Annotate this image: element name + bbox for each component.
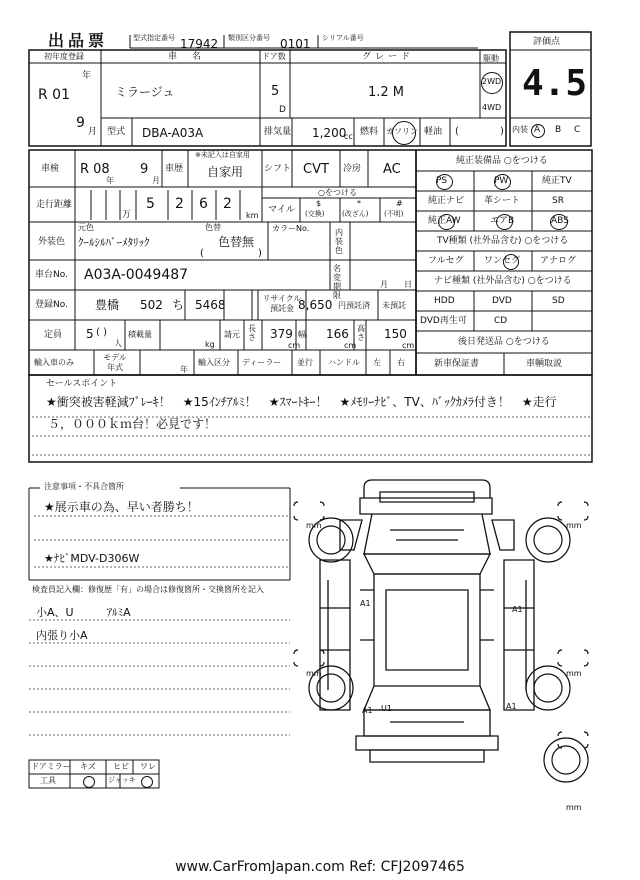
displacement-unit: cc: [344, 132, 353, 141]
registration-class-no: 502: [140, 298, 163, 312]
model-value: DBA-A03A: [142, 126, 204, 140]
notes-label: 注意事項・不具合箇所: [44, 482, 124, 491]
sales-point-label: セールスポイント: [46, 379, 118, 389]
interior-grade-label: 内装: [512, 125, 528, 134]
tire-fr-unit: mm: [566, 521, 582, 530]
car-damage-diagram: [290, 470, 600, 810]
equip-ps-circle: [436, 174, 453, 190]
name-change-label: 名変期限: [333, 264, 341, 300]
equip-ps: PS: [436, 176, 448, 186]
ac-value: AC: [383, 162, 401, 177]
doors-value: 5: [271, 84, 280, 99]
length-unit: cm: [288, 341, 301, 350]
grade-value: 1.2 M: [368, 85, 405, 100]
shaken-month-unit: 月: [152, 176, 160, 185]
name-change-day-unit: 日: [404, 280, 412, 289]
class-no-value: 0101: [280, 37, 311, 51]
serial-label: シリアル番号: [322, 34, 364, 42]
form-title: 出品票: [48, 31, 109, 50]
registration-kana: ち: [172, 298, 185, 312]
type-no-label: 型式指定番号: [133, 34, 175, 42]
first-reg-label: 初年度登録: [44, 52, 84, 61]
later-shipment-label: 後日発送品 ○をつける: [458, 337, 550, 347]
grade-score-value: 4.5: [522, 63, 588, 104]
legend-crack: ヒビ: [113, 762, 129, 771]
sales-point-line-2: ５，０００ｋｍ台！必見です！: [48, 417, 217, 431]
interior-option-b: B: [555, 125, 562, 135]
height-value: 150: [384, 327, 407, 341]
mileage-digit-5: 6: [199, 196, 208, 212]
later-warranty: 新車保証書: [434, 359, 480, 369]
handle-left: 左: [373, 358, 381, 367]
color-change-value: 色替無: [218, 235, 255, 249]
inspector-line-2: 内張り小A: [36, 629, 88, 642]
sales-point-line-1: ★衝突被害軽減ﾌﾞﾚｰｷ！ ★15ｲﾝﾁｱﾙﾐ！ ★ｽﾏｰﾄｷｰ！ ★ﾒﾓﾘｰﾅﾋﾞ、TV、ﾊﾞｯｸｶﾒﾗ付き！ ★走行: [46, 395, 557, 409]
damage-mark-4: A1: [506, 702, 517, 711]
exchange-symbol: $: [316, 199, 322, 208]
equip-genuine-tv: 純正TV: [542, 176, 572, 186]
length-value: 379: [270, 327, 293, 341]
footer-ref: www.CarFromJapan.com Ref: CFJ2097465: [175, 859, 465, 875]
later-manual: 車輌取説: [526, 359, 563, 369]
mileage-digit-4: 2: [175, 196, 184, 212]
displacement-label: 排気量: [264, 127, 292, 137]
original-color-value: ｸｰﾙｼﾙﾊﾞｰﾒﾀﾘｯｸ: [78, 236, 150, 249]
model-year-label: モデル年式: [103, 353, 127, 372]
import-type-label: 輸入区分: [198, 358, 230, 367]
history-value: 自家用: [207, 165, 244, 179]
tampered-text: (改ざん): [342, 210, 369, 218]
notes-line-1: ★展示車の為、早い者勝ち！: [44, 500, 199, 514]
registration-number: 5468: [195, 298, 226, 312]
legend-door-mirror: ドアミラー: [31, 762, 71, 771]
shift-label: シフト: [264, 164, 292, 174]
mileage-digit-6: 2: [223, 196, 232, 212]
equip-pw: PW: [494, 176, 509, 186]
interior-option-c: C: [574, 125, 581, 135]
handle-label: ハンドル: [328, 358, 360, 367]
chassis-value: A03A-0049487: [84, 267, 189, 283]
first-reg-year: R 01: [38, 87, 70, 103]
color-change-label: 色替: [205, 223, 221, 232]
tire-fl-unit: mm: [306, 521, 322, 530]
fuel-gasoline: ガソリン: [386, 127, 418, 136]
navi-type-label: ナビ種類 (社外品含む) ○をつける: [434, 276, 572, 286]
width-label: 幅: [298, 330, 306, 339]
legend-jack-mark: [141, 776, 153, 788]
grade-score-label: 評価点: [533, 37, 561, 47]
inspector-label: 検査員記入欄：修復歴「有」の場合は修復箇所・交換箇所を記入: [32, 585, 264, 594]
color-paren-close: ): [258, 248, 262, 259]
legend-scratch: キズ: [80, 762, 96, 771]
handle-right: 右: [397, 358, 405, 367]
tampered-symbol: *: [357, 199, 361, 208]
type-no-value: 17942: [180, 37, 219, 51]
drive-label: 駆動: [483, 54, 499, 63]
registration-place: 豊橋: [95, 298, 120, 312]
shaken-label: 車検: [41, 164, 60, 174]
equip-airbag-circle: [496, 214, 513, 230]
doors-label: ドア数: [262, 52, 286, 61]
width-unit: cm: [344, 341, 357, 350]
navi-dvd: DVD: [492, 296, 512, 306]
equip-genuine-aw: 純正AW: [428, 216, 461, 226]
mileage-circle-hint: ○をつける: [318, 188, 357, 197]
recycle-amount: 8,650: [298, 298, 333, 312]
drive-4wd: 4WD: [482, 103, 502, 112]
mileage-digit-3: 5: [146, 196, 155, 212]
shaken-year: R 08: [80, 162, 110, 177]
name-change-month-unit: 月: [380, 280, 388, 289]
first-reg-month: 9: [76, 115, 85, 131]
equip-pw-circle: [494, 174, 511, 190]
damage-mark-2: A1: [362, 706, 373, 715]
navi-sd: SD: [552, 296, 565, 306]
mileage-man-unit: 万: [122, 210, 132, 220]
first-reg-month-unit: 月: [88, 127, 98, 137]
unknown-symbol: #: [396, 199, 403, 208]
unknown-text: (不明): [384, 210, 404, 218]
tire-rr-unit: mm: [566, 669, 582, 678]
tire-rl-unit: mm: [306, 669, 322, 678]
tv-analog: アナログ: [540, 256, 577, 266]
height-unit: cm: [402, 341, 415, 350]
original-color-label: 元色: [78, 223, 94, 232]
mileage-label: 走行距離: [36, 200, 73, 210]
door-type: D: [279, 105, 286, 115]
color-label: 外装色: [38, 237, 66, 247]
legend-jack: ジャッキ: [108, 776, 136, 784]
genuine-equipment-label: 純正装備品 ○をつける: [456, 156, 548, 166]
capacity-label: 定員: [44, 330, 63, 340]
legend-break: ワレ: [140, 762, 156, 771]
fuel-light-oil: 軽油: [424, 127, 443, 137]
shift-value: CVT: [303, 162, 329, 177]
history-label: 車歴: [165, 164, 184, 174]
tire-spare-unit: mm: [566, 803, 582, 812]
grade-label: グレード: [362, 52, 415, 62]
equip-airbag: エアB: [490, 216, 515, 226]
damage-mark-3: U1: [381, 704, 392, 713]
interior-color-label: 内装色: [335, 228, 343, 255]
height-label: 高さ: [357, 324, 365, 342]
length-label: 長さ: [248, 324, 256, 342]
equip-aw-circle: [438, 214, 455, 230]
history-note: ※未記入は自家用: [195, 151, 250, 159]
legend-tools: 工具: [40, 776, 56, 785]
equip-abs: ABS: [551, 216, 569, 226]
import-parallel: 並行: [297, 358, 313, 367]
mile-label: マイル: [268, 205, 295, 215]
width-value: 166: [326, 327, 349, 341]
recycle-label: リサイクル預託金: [262, 294, 302, 313]
exchange-text: (交換): [305, 210, 325, 218]
displacement-value: 1,200: [312, 126, 347, 140]
recycle-unit: 円預託済: [338, 301, 370, 310]
equip-leather-seat: 革シート: [484, 196, 521, 206]
recycle-unpaid: 未預託: [382, 301, 406, 310]
color-no-label: カラーNo.: [272, 224, 310, 233]
navi-dvd-playback: DVD再生可: [420, 316, 467, 326]
tv-selected-circle: [503, 254, 519, 270]
registration-label: 登録No.: [35, 300, 68, 310]
equip-genuine-navi: 純正ナビ: [428, 196, 465, 206]
tv-oneseg: ワンセグ: [484, 256, 521, 266]
shaken-year-unit: 年: [106, 176, 114, 185]
shaken-month: 9: [140, 162, 149, 177]
capacity-paren: ( ): [96, 327, 107, 338]
mileage-km-unit: km: [246, 211, 259, 220]
capacity-unit: 人: [114, 339, 122, 348]
notes-line-2: ★ﾅﾋﾞMDV-D306W: [44, 552, 140, 565]
interior-option-a: A: [534, 125, 541, 135]
load-kg-unit: kg: [205, 340, 215, 349]
equip-sunroof: SR: [552, 196, 564, 206]
load-label: 積載量: [128, 330, 152, 339]
model-label: 型式: [107, 127, 126, 137]
capacity-value: 5: [86, 327, 94, 341]
drive-2wd: 2WD: [482, 77, 502, 86]
damage-mark-0: A1: [360, 599, 371, 608]
ac-label: 冷房: [343, 164, 362, 174]
class-no-label: 類別区分番号: [228, 34, 270, 42]
legend-tools-mark: [83, 776, 95, 788]
equip-abs-circle: [550, 214, 568, 230]
import-only-label: 輸入車のみ: [34, 358, 74, 367]
color-paren-open: (: [200, 248, 204, 259]
navi-hdd: HDD: [434, 296, 455, 306]
first-reg-year-unit: 年: [82, 71, 92, 81]
model-year-unit: 年: [180, 365, 188, 374]
tv-type-label: TV種類 (社外品含む) ○をつける: [437, 236, 569, 246]
car-name-label: 車 名: [168, 52, 207, 62]
navi-cd: CD: [494, 316, 508, 326]
car-name-value: ミラージュ: [115, 85, 175, 99]
fuel-label: 燃料: [360, 127, 379, 137]
tv-fullseg: フルセグ: [428, 256, 464, 266]
damage-mark-1: A1: [512, 605, 523, 614]
import-dealer: ディーラー: [242, 358, 282, 367]
inspector-line-1: 小A、U ｱﾙﾐA: [36, 606, 131, 619]
chassis-label: 車台No.: [35, 270, 68, 280]
price-label: 請元: [224, 330, 240, 339]
